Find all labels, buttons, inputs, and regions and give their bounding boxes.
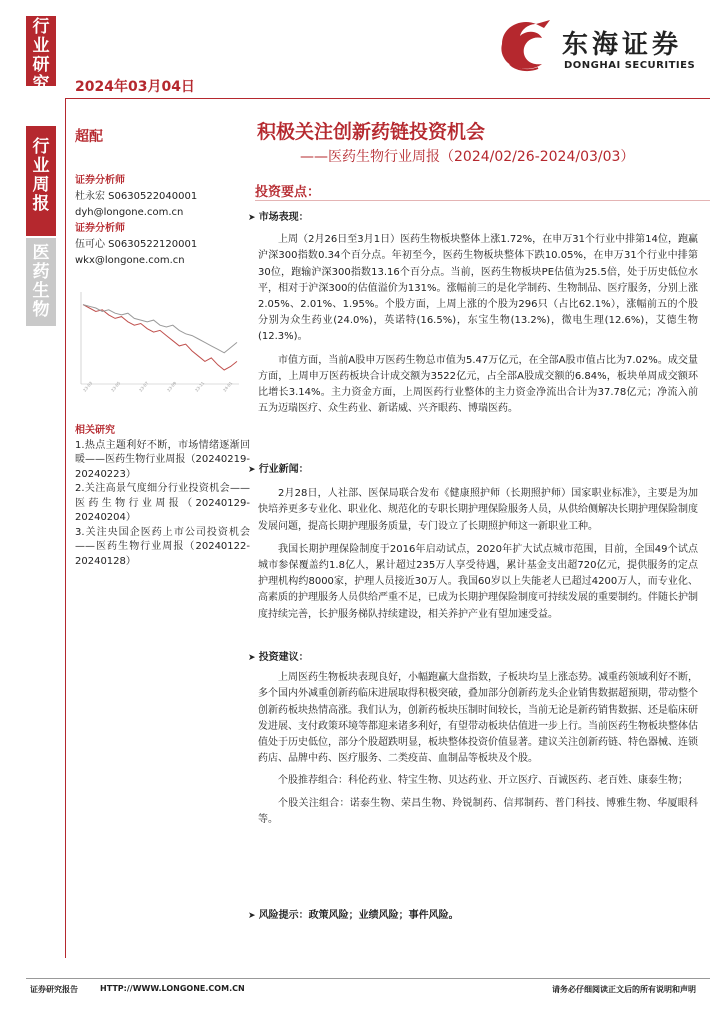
tab-industry-research (26, 16, 56, 94)
analyst-label: 证券分析师 (75, 223, 125, 234)
company-logo (492, 14, 702, 76)
advice-paragraph: 上周医药生物板块表现良好，小幅跑赢大盘指数，子板块均呈上涨态势。减重药领域利好不断，多个国内外减重创新药临床进展取得积极突破，叠加部分创新药龙头企业销售数据超预期，带动整个创新药板块热情高涨。我们认为，创新药板块压制时间较长，当前无论是新药销售数据、还是临床研发进展、支付政策环境等都迎来诸多利好，有望带动板块估值进一步上行。当前医药生物板块整体估值处于历史低位，部分个股超跌明显，板块整体投资价值显著。建议关注创新药链、特色器械、连锁药店、品牌中药、医疗服务、二类疫苗、血制品等板块及个股。 (258, 672, 698, 765)
dragon-emblem-icon (492, 14, 558, 74)
analyst-email[interactable]: dyh@longone.com.cn (75, 207, 184, 218)
key-points-heading: 投资要点： (255, 185, 321, 200)
section-news-title: ➤ 行业新闻： (248, 462, 698, 478)
watch-portfolio: 个股关注组合：诺泰生物、荣昌生物、羚锐制药、信邦制药、普门科技、博雅生物、华厦眼科等。 (258, 797, 698, 825)
analyst-block (75, 174, 250, 268)
svg-text:23-09: 23-09 (165, 380, 178, 393)
section-advice-title: ➤ 投资建议： (248, 650, 698, 666)
company-name-en: DONGHAI SECURITIES (564, 60, 696, 71)
related-item[interactable]: 1.热点主题利好不断，市场情绪逐渐回暖——医药生物行业周报（20240219-20240223） (75, 439, 250, 480)
section-news (258, 462, 698, 623)
tab-weekly-report (26, 126, 56, 236)
footer-left: 证券研究报告 (30, 985, 78, 994)
analyst-label: 证券分析师 (75, 175, 125, 186)
section-market (258, 210, 698, 417)
svg-text:23-11: 23-11 (193, 380, 206, 393)
tab-pharma-bio (26, 238, 56, 326)
chart-series-line (83, 305, 237, 353)
chart-x-ticks (82, 380, 234, 392)
recommend-portfolio: 个股推荐组合：科伦药业、特宝生物、贝达药业、开立医疗、百诚医药、老百姓、康泰生物； (278, 775, 688, 787)
analyst-name: 伍可心 S0630522120001 (75, 239, 198, 250)
section-market-title: ➤ 市场表现： (248, 210, 698, 226)
risk-warning: ➤ 风险提示：政策风险；业绩风险；事件风险。 (248, 908, 698, 924)
section-advice (258, 650, 698, 828)
svg-text:23-07: 23-07 (137, 380, 150, 393)
performance-chart-svg (75, 288, 243, 398)
footer-disclaimer: 请务必仔细阅读正文后的所有说明和声明 (552, 985, 696, 994)
related-item[interactable]: 2.关注高景气度细分行业投资机会——医药生物行业周报（20240129-20240204） (75, 483, 250, 523)
analyst-1 (75, 174, 250, 220)
svg-text:23-03: 23-03 (81, 380, 94, 393)
report-title: 积极关注创新药链投资机会 (257, 121, 486, 143)
report-date: 2024年03月04日 (75, 79, 195, 95)
market-paragraph: 上周（2月26日至3月1日）医药生物板块整体上涨1.72%，在申万31个行业中排第14位，跑赢沪深300指数0.34个百分点。年初至今，医药生物板块整体下跌10.05%，在申万31个行业中排第30位，跑输沪深300指数13.16个百分点。当前，医药生物板块PE估值为25.5倍，处于历史低位水平，相对于沪深300的估值溢价为131%。涨幅前三的是化学制药、生物制品、医疗服务，分别上涨2.05%、2.01%、1.95%。个股方面，上周上涨的个股为296只（占比62.1%），涨幅前五的个股分别为众生药业(24.0%)，英诺特(16.5%)，东宝生物(13.2%)，微电生理(12.6%)，艾德生物(12.3%)。 (258, 234, 698, 343)
market-paragraph: 市值方面，当前A股申万医药生物总市值为5.47万亿元，在全部A股市值占比为7.02%。成交量方面，上周申万医药板块合计成交额为3522亿元，占全部A股成交额的6.84%，板块单周成交额环比增长3.14%。主力资金方面，上周医药行业整体的主力资金净流出合计为37.78亿元；净流入前五为迈瑞医疗、众生药业、新诺威、兴齐眼药、博瑞医药。 (258, 354, 698, 415)
footer-divider (26, 978, 710, 979)
related-research (75, 424, 250, 569)
report-subtitle: ——医药生物行业周报（2024/02/26-2024/03/03） (300, 149, 635, 165)
tab-weekly-report-label: 行业周报 (32, 137, 50, 214)
tab-industry-research-label: 行业研究 (32, 17, 50, 94)
news-paragraph: 2月28日，人社部、医保局联合发布《健康照护师（长期照护师）国家职业标准》，主要是为加快培养更多专业化、职业化、规范化的专职长期护理保险服务人员，从供给侧解决长期护理保险制度发展问题，提高长期护理服务质量，专门设立了长期照护师这一新职业工种。 (258, 488, 698, 532)
analyst-2 (75, 222, 250, 268)
analyst-email[interactable]: wkx@longone.com.cn (75, 255, 185, 266)
analyst-name: 杜永宏 S0630522040001 (75, 191, 198, 202)
related-heading: 相关研究 (75, 425, 115, 436)
left-column-divider (65, 98, 66, 958)
tab-pharma-bio-label: 医药生物 (32, 243, 50, 320)
performance-chart (75, 288, 243, 398)
header-divider (65, 98, 710, 99)
chart-series-line (83, 305, 237, 370)
news-paragraph: 我国长期护理保险制度于2016年启动试点，2020年扩大试点城市范围，目前，全国49个试点城市参保覆盖约1.8亿人，累计超过235万人享受待遇，累计基金支出超720亿元，提供服务的定点护理机构约8000家，护理人员接近30万人。我国60岁以上失能老人已超过4200万人，而专业化、高素质的护理服务人员供给严重不足，已成为长期护理保险制度可持续发展的重要制约。伴随长护制度持续完善，长护服务梯队持续建设，相关养护产业有望加速受益。 (258, 543, 698, 620)
svg-text:23-05: 23-05 (109, 380, 122, 393)
key-points-underline (255, 200, 710, 201)
rating: 超配 (75, 129, 103, 145)
footer-url[interactable]: HTTP://WWW.LONGONE.COM.CN (100, 984, 245, 993)
related-item[interactable]: 3.关注央国企医药上市公司投资机会——医药生物行业周报（20240122-20240128） (75, 526, 250, 567)
section-risk (258, 908, 698, 924)
company-name-cn: 东海证券 (562, 30, 683, 60)
svg-text:24-01: 24-01 (221, 380, 234, 393)
